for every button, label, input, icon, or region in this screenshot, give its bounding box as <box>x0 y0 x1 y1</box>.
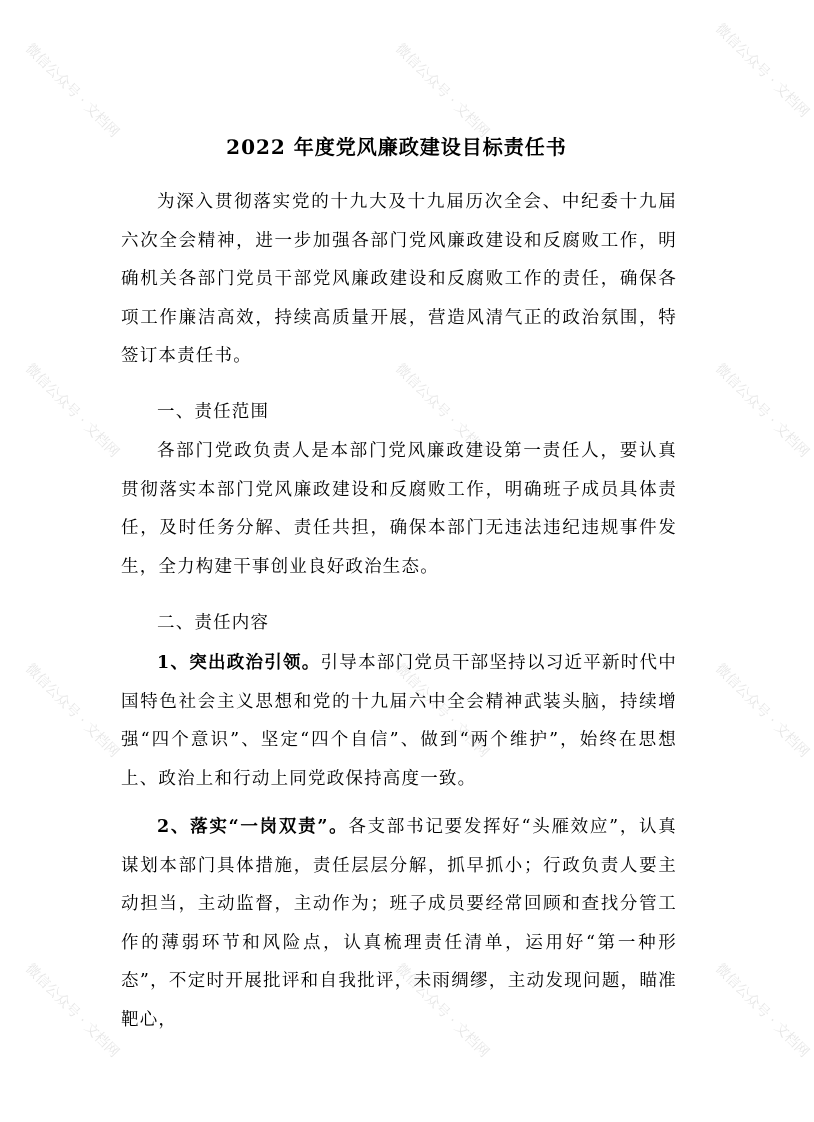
content-item-1 <box>121 644 677 798</box>
watermark: 微信公众号 · 文档网 <box>391 660 492 761</box>
watermark: 微信公众号 · 文档网 <box>711 660 812 761</box>
watermark: 微信公众号 · 文档网 <box>21 40 122 141</box>
watermark: 微信公众号 · 文档网 <box>21 360 122 461</box>
watermark: 微信公众号 · 文档网 <box>391 360 492 461</box>
document-title: 2022 年度党风廉政建设目标责任书 <box>226 135 567 159</box>
content-item-2 <box>121 808 677 1039</box>
watermark: 微信公众号 · 文档网 <box>711 360 812 461</box>
item-1-lead: 1、突出政治引领。 <box>157 653 321 673</box>
section-heading-scope: 一、责任范围 <box>157 402 270 422</box>
item-1-body: 引导本部门党员干部坚持以习近平新时代中国特色社会主义思想和党的十九届六中全会精神武装头脑，持续增强“四个意识”、坚定“四个自信”、做到“两个维护”，始终在思想上、政治上和行动上同党政保持高度一致。 <box>121 653 677 789</box>
section-heading-content: 二、责任内容 <box>157 613 270 633</box>
intro-paragraph: 为深入贯彻落实党的十九大及十九届历次全会、中纪委十九届六次全会精神，进一步加强各部门党风廉政建设和反腐败工作，明确机关各部门党员干部党风廉政建设和反腐败工作的责任，确保各项工作廉洁高效，持续高质量开展，营造风清气正的政治氛围，特签订本责任书。 <box>121 192 677 366</box>
watermark: 微信公众号 · 文档网 <box>391 960 492 1061</box>
item-2-lead: 2、落实“一岗双责”。 <box>157 817 349 837</box>
watermark: 微信公众号 · 文档网 <box>391 40 492 141</box>
watermark: 微信公众号 · 文档网 <box>711 20 812 121</box>
watermark: 微信公众号 · 文档网 <box>711 960 812 1061</box>
watermark: 微信公众号 · 文档网 <box>21 960 122 1061</box>
scope-paragraph: 各部门党政负责人是本部门党风廉政建设第一责任人，要认真贯彻落实本部门党风廉政建设和反腐败工作，明确班子成员具体责任，及时任务分解、责任共担，确保本部门无违法违纪违规事件发生，全力构建干事创业良好政治生态。 <box>121 441 677 577</box>
item-2-body: 各支部书记要发挥好“头雁效应”，认真谋划本部门具体措施，责任层层分解，抓早抓小；行政负责人要主动担当，主动监督，主动作为；班子成员要经常回顾和查找分管工作的薄弱环节和风险点，认真梳理责任清单，运用好“第一种形态”，不定时开展批评和自我批评，未雨绸缪，主动发现问题，瞄准靶心， <box>121 817 677 1030</box>
watermark: 微信公众号 · 文档网 <box>21 660 122 761</box>
